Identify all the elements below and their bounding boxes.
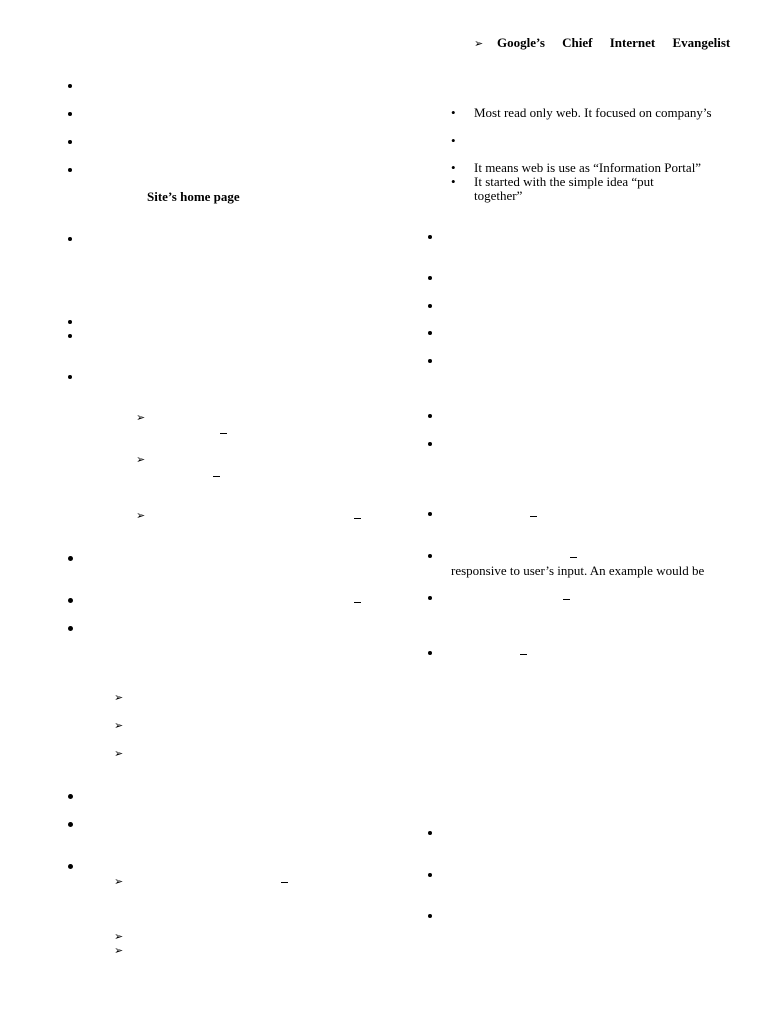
dash-mark [563, 599, 570, 600]
list-bullet [68, 626, 73, 631]
dash-mark [520, 654, 527, 655]
sub-arrow-bullet-icon: ➢ [114, 930, 124, 943]
sub-arrow-bullet-icon: ➢ [136, 411, 146, 424]
sub-arrow-bullet-icon: ➢ [136, 453, 146, 466]
list-bullet [68, 556, 73, 561]
dash-mark [354, 518, 361, 519]
list-bullet [428, 554, 432, 558]
list-bullet [428, 914, 432, 918]
right-line-5: responsive to user’s input. An example would be [451, 563, 705, 578]
sub-arrow-bullet-icon: ➢ [114, 719, 124, 732]
header-arrow-bullet-icon: ➢ [474, 37, 484, 50]
right-line-4: together” [474, 188, 523, 203]
list-bullet: • [451, 105, 456, 120]
header-title: Google’s Chief Internet Evangelist [497, 35, 731, 50]
sub-arrow-bullet-icon: ➢ [114, 747, 124, 760]
dash-mark [281, 882, 288, 883]
list-bullet [68, 320, 72, 324]
list-bullet [428, 442, 432, 446]
dash-mark [220, 433, 227, 434]
right-line-3: It started with the simple idea “put [474, 174, 654, 189]
right-line-1: Most read only web. It focused on company’s [474, 105, 712, 120]
list-bullet [68, 794, 73, 799]
right-line-2: It means web is use as “Information Portal” [474, 160, 702, 175]
dash-mark [570, 557, 577, 558]
list-bullet [68, 140, 72, 144]
list-bullet [428, 359, 432, 363]
site-home-page-label: Site’s home page [147, 189, 240, 204]
list-bullet [68, 237, 72, 241]
list-bullet [428, 596, 432, 600]
list-bullet [428, 235, 432, 239]
list-bullet [428, 831, 432, 835]
list-bullet [428, 276, 432, 280]
list-bullet [428, 873, 432, 877]
list-bullet: • [451, 174, 456, 189]
list-bullet [68, 864, 73, 869]
list-bullet [68, 334, 72, 338]
list-bullet [68, 598, 73, 603]
list-bullet [428, 331, 432, 335]
dash-mark [354, 602, 361, 603]
list-bullet: • [451, 160, 456, 175]
dash-mark [213, 476, 220, 477]
sub-arrow-bullet-icon: ➢ [114, 944, 124, 957]
list-bullet [68, 168, 72, 172]
list-bullet [68, 84, 72, 88]
list-bullet [428, 304, 432, 308]
list-bullet [428, 414, 432, 418]
sub-arrow-bullet-icon: ➢ [136, 509, 146, 522]
list-bullet: • [451, 133, 456, 148]
list-bullet [68, 112, 72, 116]
sub-arrow-bullet-icon: ➢ [114, 875, 124, 888]
list-bullet [68, 375, 72, 379]
list-bullet [68, 822, 73, 827]
sub-arrow-bullet-icon: ➢ [114, 691, 124, 704]
list-bullet [428, 512, 432, 516]
list-bullet [428, 651, 432, 655]
dash-mark [530, 516, 537, 517]
